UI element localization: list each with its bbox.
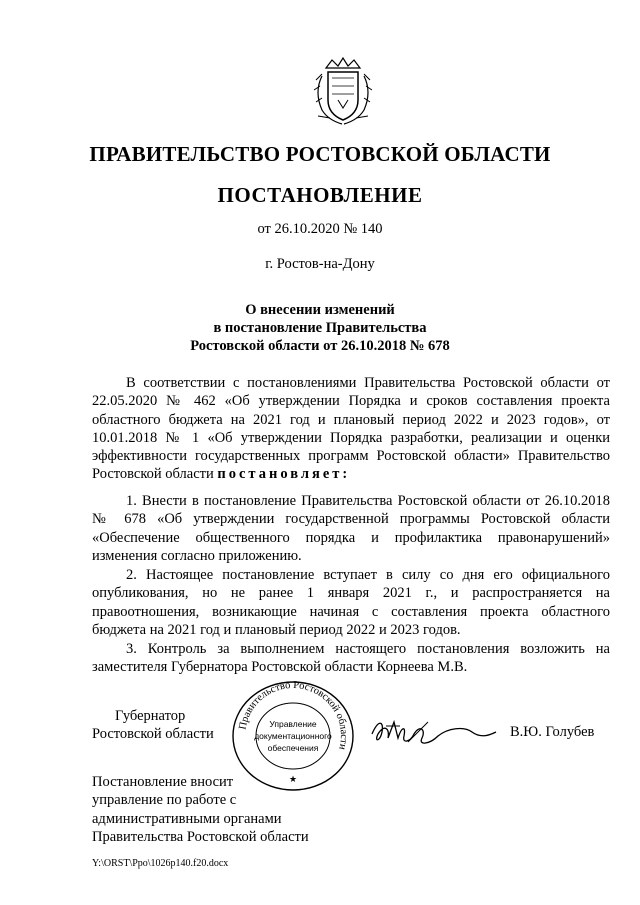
document-subject [0,301,640,355]
government-title: ПРАВИТЕЛЬСТВО РОСТОВСКОЙ ОБЛАСТИ [89,142,551,166]
preamble-text: В соответствии с постановлениями Правительства Ростовской области от 22.05.2020 № 462 «Об утверждении Порядка и сроков составления проекта областного бюджета на 2021 год и плановый период 2022 и 2023 годов», от 10.01.2018 № 1 «Об утверждении Порядка разработки, реализации и оценки эффективности государственных программ Ростовской области» Правительство Ростовской области [92,375,610,483]
item-3-paragraph: 3. Контроль за выполнением настоящего постановления возложить на заместителя Губернатора Ростовской области Корнеева М.В. [92,641,610,676]
signatory-name: В.Ю. Голубев [510,724,595,740]
subject-line-3: Ростовской области от 26.10.2018 № 678 [190,338,450,354]
item-1-paragraph: 1. Внести в постановление Правительства Ростовской области от 26.10.2018 № 678 «Об утверждении государственной программы Ростовской области «Обеспечение общественного порядка и профилактика правонарушений» изменения согласно приложению. [92,493,610,564]
stamp-ring-text: Правительство Ростовской области [237,680,350,751]
coat-of-arms-icon [308,56,378,128]
signatory-region: Ростовской области [92,726,214,742]
decree-word: постановляет: [217,466,351,483]
item-2-paragraph: 2. Настоящее постановление вступает в силу со дня его официального опубликования, но не ранее 1 января 2021 г., и распространяется на правоотношения, возникающие начиная с составления проекта областного бюджета на 2021 год и плановый период 2022 и 2023 годов. [92,567,610,638]
submission-note [92,773,342,846]
signatory-role: Губернатор [115,708,186,724]
stamp-star-icon: ★ [288,774,298,784]
note-line-4: Правительства Ростовской области [92,828,309,845]
document-type: ПОСТАНОВЛЕНИЕ [217,183,423,207]
preamble-paragraph [92,374,610,484]
document-date-number: от 26.10.2020 № 140 [257,221,383,237]
subject-line-1: О внесении изменений [245,302,395,318]
stamp-line-1: Управление [269,719,317,729]
stamp-line-3: обеспечения [267,743,319,753]
note-line-3: административными органами [92,810,282,827]
note-line-1: Постановление вносит [92,774,234,790]
handwritten-signature [368,712,498,752]
note-line-2: управление по работе с [92,792,237,809]
subject-line-2: в постановление Правительства [213,320,427,336]
stamp-line-2: документационного [254,731,332,741]
document-city: г. Ростов-на-Дону [265,256,375,272]
file-path: Y:\ORST\Ppo\1026p140.f20.docx [92,858,229,869]
